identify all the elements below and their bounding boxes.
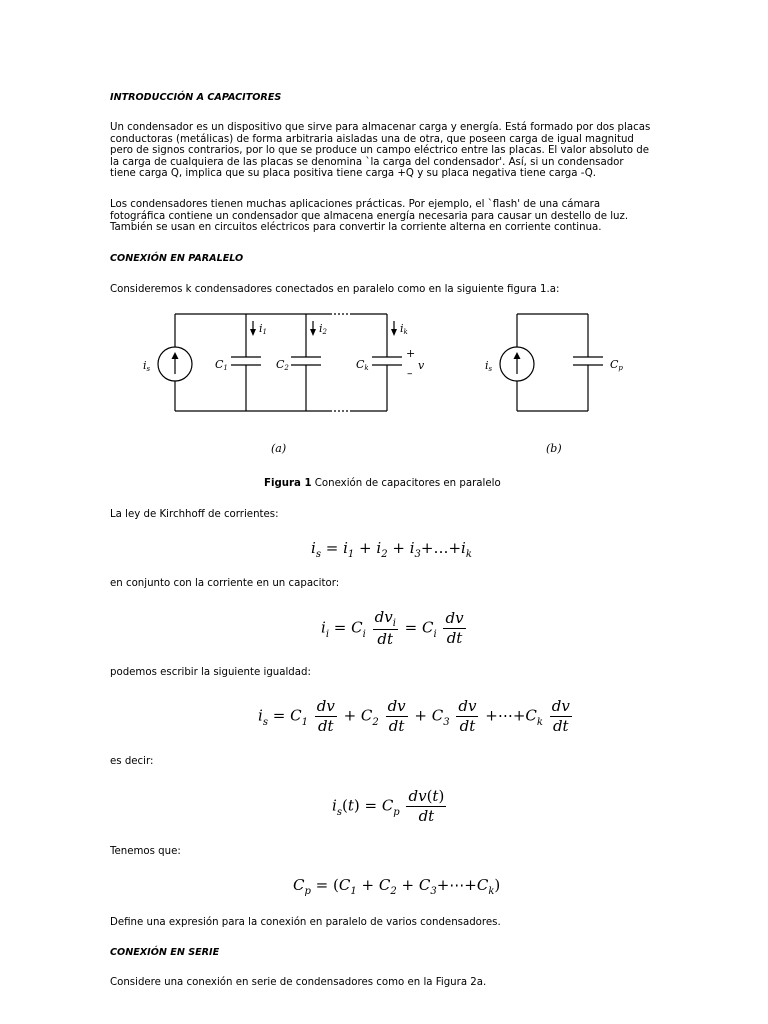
kirchhoff-text: La ley de Kirchhoff de corrientes: [110, 509, 279, 520]
text-line: Los condensadores tienen muchas aplicaciones prácticas. Por ejemplo, el `flash' de una cámara [110, 199, 601, 210]
text-line: tiene carga Q, implica que su placa positiva tiene carga +Q y su placa negativa tiene carga -Q. [110, 168, 597, 179]
tenemos-text: Tenemos que: [110, 846, 181, 857]
arrow-i1-icon [250, 329, 256, 336]
label-c2: C2 [276, 358, 289, 372]
arrow-ik-icon [391, 329, 397, 336]
figure-caption-text: Conexión de capacitores en paralelo [311, 478, 501, 489]
equation-cp: $C_p = (C_1 + C_2$ + $C_3+\cdots+C_k$) [293, 876, 501, 897]
text-line: la carga de cualquiera de las placas se denomina `la carga del condensador'. Así, si un condensador [110, 156, 624, 168]
figure-parallel-circuits [0, 300, 768, 460]
label-cp: Cp [610, 358, 623, 372]
label-is-b: is [485, 359, 493, 373]
arrow-i2-icon [310, 329, 316, 336]
figure-caption [264, 478, 501, 489]
label-v: v [418, 359, 425, 372]
series-text: Considere una conexión en serie de condensadores como en la Figura 2a. [110, 977, 487, 988]
label-minus: – [407, 367, 413, 380]
equation-equivalent: $i_s(t) = C_p$ $\frac{dv(t)}{dt}$ [332, 787, 445, 825]
text-line: fotográfica contiene un condensador que almacena energía necesaria para causar un destello de luz. [110, 210, 629, 222]
source-b-arrow-head [514, 352, 521, 359]
label-ik: ik [400, 322, 408, 336]
source-arrow-head [172, 352, 179, 359]
heading-parallel: CONEXIÓN EN PARALELO [110, 253, 244, 264]
capacitor-current-text: en conjunto con la corriente en un capacitor: [110, 578, 340, 589]
text-line: También se usan en circuitos eléctricos para convertir la corriente alterna en corriente continua. [110, 222, 602, 233]
heading-introduction: INTRODUCCIÓN A CAPACITORES [110, 92, 282, 103]
figure-caption-bold: Figura 1 [264, 478, 312, 489]
es-decir-text: es decir: [110, 756, 154, 767]
text-line: conductoras (metálicas) de forma arbitraria aisladas una de otra, que poseen carga de igual magnitud [110, 133, 634, 145]
figure-label-b: (b) [546, 442, 562, 455]
circuit-b [500, 314, 603, 411]
define-text: Define una expresión para la conexión en paralelo de varios condensadores. [110, 917, 501, 928]
equality-text: podemos escribir la siguiente igualdad: [110, 667, 311, 678]
parallel-intro-text: Consideremos k condensadores conectados en paralelo como en la siguiente figura 1.a: [110, 284, 560, 295]
label-is: is [143, 359, 151, 373]
label-i2: i2 [319, 322, 327, 336]
label-plus: + [406, 347, 416, 360]
heading-series: CONEXIÓN EN SERIE [110, 947, 220, 958]
label-c1: C1 [215, 358, 228, 372]
text-line: pero de signos contrarios, por lo que se produce un campo eléctrico entre las placas. El valor absoluto de [110, 145, 649, 156]
text-line: Un condensador es un dispositivo que sirve para almacenar carga y energía. Está formado por dos placas [110, 122, 651, 133]
label-ck: Ck [356, 358, 369, 372]
equation-sum: $i_s = C_1$ $\frac{dv}{dt}$ + $C_2$ $\frac{dv}{dt}$ + $C_3$ $\frac{dv}{dt}$ $+\cdots+C_k$ $\frac{dv}{dt}$ [258, 697, 570, 735]
label-i1: i1 [259, 322, 267, 336]
equation-capacitor-current: $i_i = C_i$ $\frac{dv_i}{dt}$ = $C_i$ $\frac{dv}{dt}$ [321, 608, 464, 648]
figure-label-a: (a) [271, 442, 287, 455]
equation-kirchhoff: $i_s = i_1 + i_2$ + $i_3+\dots+i_k$ [311, 539, 472, 560]
